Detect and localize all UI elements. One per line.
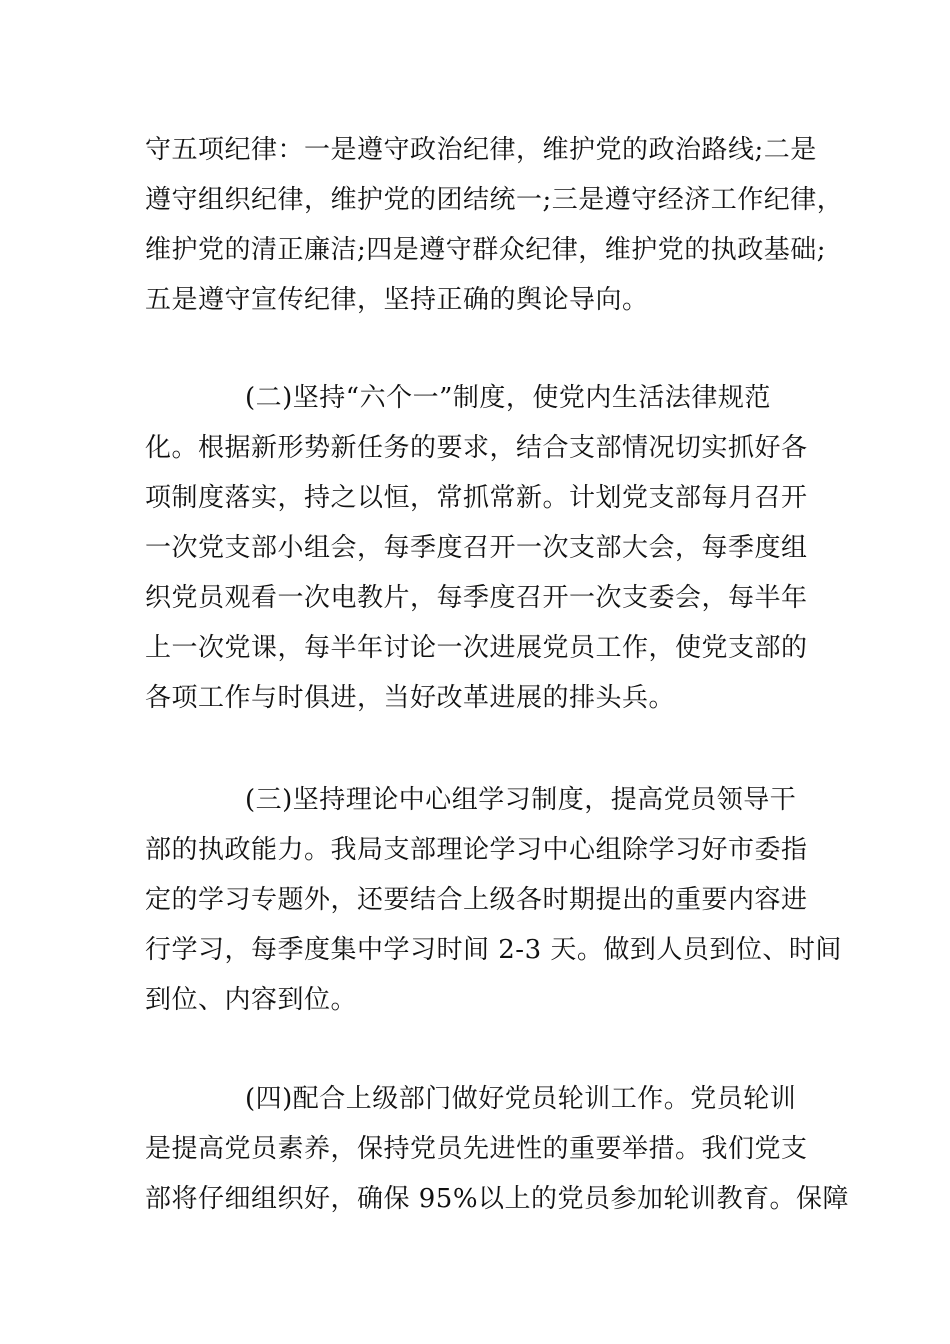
text-line: 五是遵守宣传纪律，坚持正确的舆论导向。 [145, 285, 649, 315]
paragraph-member-training [145, 1074, 850, 1224]
text-line: (四)配合上级部门做好党员轮训工作。党员轮训 [245, 1084, 797, 1114]
text-line: 化。根据新形势新任务的要求，结合支部情况切实抓好各 [145, 433, 808, 463]
text-line: (二)坚持“六个一”制度，使党内生活法律规范 [245, 383, 771, 413]
text-line: 维护党的清正廉洁;四是遵守群众纪律，维护党的执政基础; [145, 235, 827, 265]
text-line: 部的执政能力。我局支部理论学习中心组除学习好市委指 [145, 835, 808, 865]
text-line: 定的学习专题外，还要结合上级各时期提出的重要内容进 [145, 885, 808, 915]
text-line: 各项工作与时俱进，当好改革进展的排头兵。 [145, 683, 676, 713]
text-line: 织党员观看一次电教片，每季度召开一次支委会，每半年 [145, 583, 808, 613]
paragraph-theory-study [145, 775, 842, 1025]
text-line: 到位、内容到位。 [145, 985, 358, 1015]
text-line: 部将仔细组织好，确保 95%以上的党员参加轮训教育。保障 [145, 1184, 850, 1214]
paragraph-six-ones-system [145, 373, 813, 723]
text-line: 遵守组织纪律，维护党的团结统一;三是遵守经济工作纪律， [145, 185, 844, 215]
text-line: 是提高党员素养，保持党员先进性的重要举措。我们党支 [145, 1134, 808, 1164]
text-line: 项制度落实，持之以恒，常抓常新。计划党支部每月召开 [145, 483, 808, 513]
text-line: 上一次党课，每半年讨论一次进展党员工作，使党支部的 [145, 633, 808, 663]
text-line: 行学习，每季度集中学习时间 2-3 天。做到人员到位、时间 [145, 935, 842, 965]
paragraph-five-disciplines [145, 125, 844, 325]
text-line: (三)坚持理论中心组学习制度，提高党员领导干 [245, 785, 797, 815]
text-line: 一次党支部小组会，每季度召开一次支部大会，每季度组 [145, 533, 808, 563]
text-line: 守五项纪律：一是遵守政治纪律，维护党的政治路线;二是 [145, 135, 817, 165]
